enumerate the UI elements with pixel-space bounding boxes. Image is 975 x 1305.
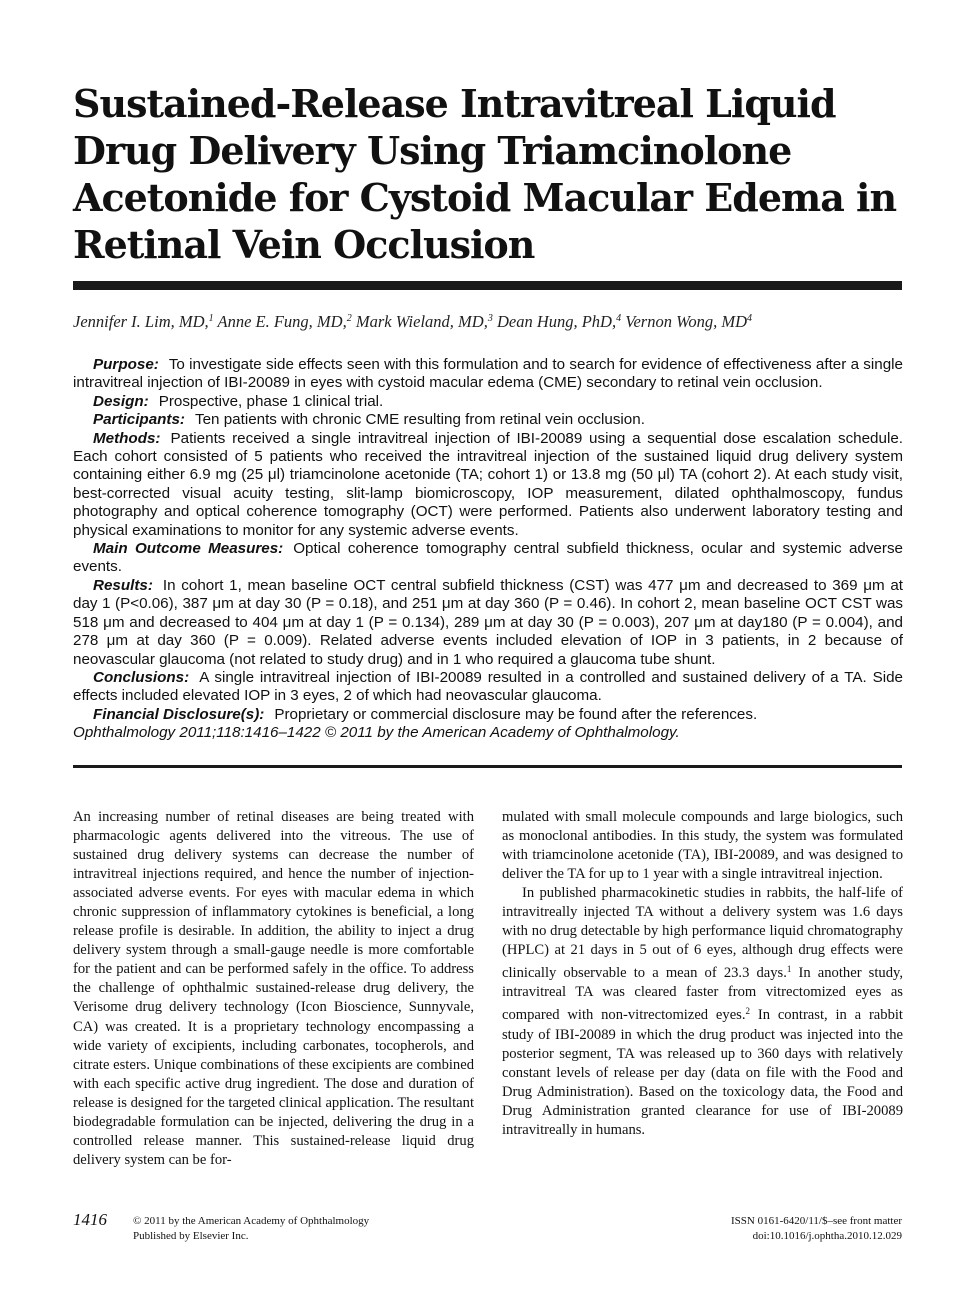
issn-info [731,1214,902,1243]
author-name: Dean Hung, PhD, [496,312,617,331]
abstract-text: In cohort 1, mean baseline OCT central subfield thickness (CST) was 477 μm and decreased to 369 μm at day 1 (P<0.06), 387 μm at day 30 (P = 0.18), and 251 μm at day 360 (P = 0.46). In cohort 2, mean baseline OCT CST was 518 μm and decreased to 404 μm at day 1 (P = 0.134), 289 μm at day 30 (P = 0.003), 207 μm at day180 (P = 0.004), and 278 μm at day 360 (P = 0.009). Related adverse events included elevation of IOP in 3 patients, in 2 because of neovascular glaucoma (not related to study drug) and in 1 who required a glaucoma tube shunt. [73,576,903,668]
abstract-heading: Results: [93,576,153,594]
abstract-disclosure [73,706,903,724]
abstract-heading: Conclusions: [93,668,190,686]
journal-citation: Ophthalmology 2011;118:1416–1422 © 2011 by the American Academy of Ophthalmology. [73,724,680,742]
author-name: Vernon Wong, MD [625,312,747,331]
abstract-purpose [73,356,903,393]
abstract-text: Patients received a single intravitreal injection of IBI-20089 using a sequential dose escalation schedule. Each cohort consisted of 5 patients who received the intravitreal injection of the sustained liquid drug delivery system containing either 6.9 mg (25 μl) triamcinolone acetonide (TA; cohort 1) or 13.8 mg (50 μl) TA (cohort 2). At each study visit, best-corrected visual acuity testing, slit-lamp biomicroscopy, IOP measurement, dilated ophthalmoscopy, fundus photography and optical coherence tomography (OCT) were performed. Patients also underwent laboratory testing and physical examinations to monitor for any systemic adverse events. [73,429,903,539]
abstract-results [73,577,903,669]
copyright-line: © 2011 by the American Academy of Ophthalmology [133,1215,370,1227]
body-column-left [73,808,474,1170]
body-paragraph [502,884,903,1140]
abstract-text: Optical coherence tomography central subfield thickness, ocular and systemic adverse events. [73,540,903,576]
reference-marker[interactable]: 1 [786,964,792,975]
doi-line[interactable]: doi:10.1016/j.ophtha.2010.12.029 [752,1229,902,1242]
body-text: In published pharmacokinetic studies in rabbits, the half-life of intravitreally injected TA without a delivery system was 1.6 days with no drug detectable by high performance liquid chromatography (HPLC) at 21 days in 5 out of 6 eyes, although drug effects were clinically observable to a mean of 23.3 days. [502,885,903,982]
author-list [73,312,903,332]
body-paragraph: An increasing number of retinal diseases are being treated with pharmacologic agents delivered into the vitreous. The use of sustained drug delivery systems can decrease the number of intravitreal injections required, and hence the number of injection-associated adverse events. For eyes with macular edema in which chronic suppression of inflammatory cytokines is beneficial, a long release profile is desirable. In addition, the ability to inject a drug delivery system through a small-gauge needle is more comfortable for the patient and can be performed safely in the office. To address the challenge of ophthalmic sustained-release drug delivery, the Verisome drug delivery technology (Icon Bioscience, Sunnyvale, CA) was created. It is a proprietary technology encompassing a wide variety of excipients, including carbonates, tocopherols, and citrate esters. Unique combinations of these excipients are combined with each specific active drug ingredient. The dose and duration of release is designed for the targeted clinical application. The resultant biodegradable formulation can be injected, delivering the drug in a controlled release manner. This sustained-release liquid drug delivery system can be for- [73,809,474,1168]
body-text: In contrast, in a rabbit study of IBI-20089 in which the drug product was injected into the posterior segment, TA was released up to 360 days with relatively constant levels of release per day (data on file with the Food and Drug Administration). Based on the toxicology data, the Food and Drug Administration granted clearance for use of IBI-20089 intravitreally in humans. [502,1007,903,1138]
author-affiliation: 3 [487,313,493,324]
abstract-heading: Main Outcome Measures: [93,540,284,558]
abstract-citation [73,724,903,742]
abstract-conclusions [73,669,903,706]
issn-line: ISSN 0161-6420/11/$–see front matter [731,1215,902,1227]
abstract-design [73,393,903,411]
abstract-text: Proprietary or commercial disclosure may be found after the references. [274,705,758,723]
body-column-right [502,808,903,1140]
body-text: In another study, intravitreal TA was cleared faster from vitrectomized eyes as compared with non-vitrectomized eyes. [502,965,903,1024]
author-name: Jennifer I. Lim, MD, [73,312,209,331]
author-name: Anne E. Fung, MD, [217,312,347,331]
abstract-text: To investigate side effects seen with this formulation and to search for evidence of effectiveness after a single intravitreal injection of IBI-20089 in eyes with cystoid macular edema (CME) secondary to retinal vein occlusion. [73,356,903,392]
abstract-heading: Design: [93,392,149,410]
article-title: Sustained-Release Intravitreal Liquid Drug Delivery Using Triamcinolone Acetonide for Cystoid Macular Edema in Retinal Vein Occlusion [73,81,897,267]
publisher-line: Published by Elsevier Inc. [133,1229,249,1242]
title-rule [73,281,902,290]
abstract-text: A single intravitreal injection of IBI-20089 resulted in a controlled and sustained delivery of a TA. Side effects included elevated IOP in 3 eyes, 2 of which had neovascular glaucoma. [73,668,903,705]
author-affiliation: 4 [747,313,752,324]
abstract [73,356,903,743]
abstract-heading: Purpose: [93,356,159,373]
publisher-info [133,1214,369,1243]
author-affiliation: 1 [208,313,214,324]
author-affiliation: 2 [346,313,352,324]
abstract-rule [73,765,902,768]
abstract-heading: Participants: [93,411,185,429]
abstract-participants [73,411,903,429]
abstract-heading: Financial Disclosure(s): [93,705,265,723]
reference-marker[interactable]: 2 [745,1006,751,1017]
abstract-heading: Methods: [93,429,161,447]
abstract-text: Prospective, phase 1 clinical trial. [158,392,384,410]
author-affiliation: 4 [616,313,622,324]
author-name: Mark Wieland, MD, [355,312,488,331]
page-number: 1416 [73,1210,107,1229]
abstract-methods [73,430,903,540]
body-paragraph: mulated with small molecule compounds and large biologics, such as monoclonal antibodies. In this study, the system was formulated with triamcinolone acetonide (TA), IBI-20089, and was designed to deliver the TA for up to 1 year with a single intravitreal injection. [502,809,903,883]
abstract-text: Ten patients with chronic CME resulting from retinal vein occlusion. [195,411,645,429]
abstract-outcome [73,540,903,577]
